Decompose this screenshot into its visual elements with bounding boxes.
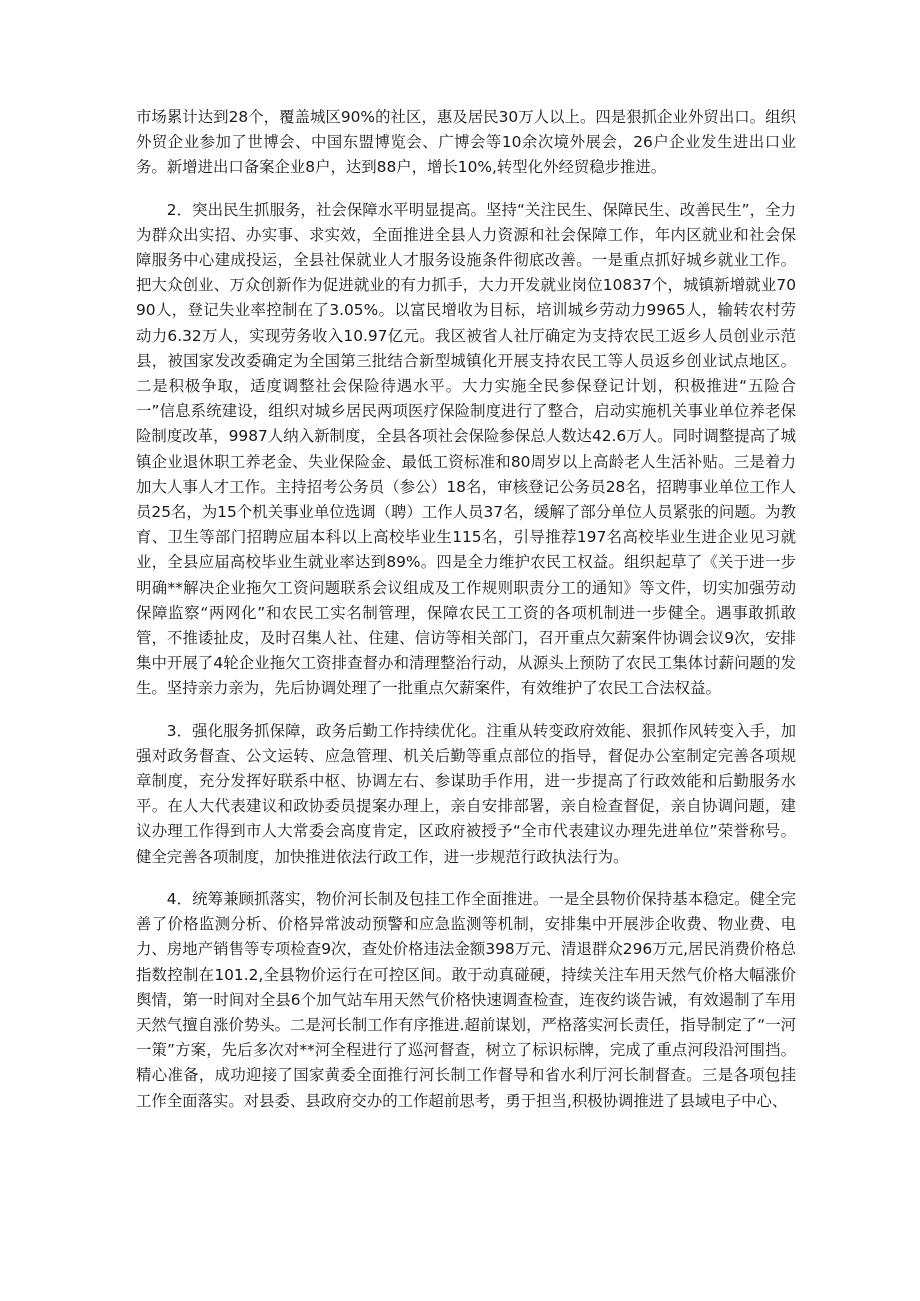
paragraph-text: 4．统筹兼顾抓落实，物价河长制及包挂工作全面推进。一是全县物价保持基本稳定。健全完善了价格监测分析、价格异常波动预警和应急监测等机制，安排集中开展涉企收费、物业费、电力、房地产销售等专项检查9次，查处价格违法金额398万元、清退群众296万元,居民消费价格总指数控制在101.2,全县物价运行在可控区间。敢于动真碰硬，持续关注车用天然气价格大幅涨价舆情，第一时间对全县6个加气站车用天然气价格快速调查检查，连夜约谈告诫，有效遏制了车用天然气擅自涨价势头。二是河长制工作有序推进.超前谋划，严格落实河长责任，指导制定了“一河一策”方案，先后多次对**河全程进行了巡河督查，树立了标识标牌，完成了重点河段沿河围挡。精心准备，成功迎接了国家黄委全面推行河长制工作督导和省水利厅河长制督查。三是各项包挂工作全面落实。对县委、县政府交办的工作超前思考，勇于担当,积极协调推进了县域电子中心、 bbox=[136, 889, 796, 1110]
paragraph-text: 3．强化服务抓保障，政务后勤工作持续优化。注重从转变政府效能、狠抓作风转变入手，加强对政务督查、公文运转、应急管理、机关后勤等重点部位的指导，督促办公室制定完善各项规章制度，充分发挥好联系中枢、协调左右、参谋助手作用，进一步提高了行政效能和后勤服务水平。在人大代表建议和政协委员提案办理上，亲自安排部署，亲自检查督促，亲自协调问题，建议办理工作得到市人大常委会高度肯定，区政府被授予“全市代表建议办理先进单位”荣誉称号。健全完善各项制度，加快推进依法行政工作，进一步规范行政执法行为。 bbox=[136, 721, 796, 866]
paragraph-text: 市场累计达到28个，覆盖城区90%的社区，惠及居民30万人以上。四是狠抓企业外贸出口。组织外贸企业参加了世博会、中国东盟博览会、广博会等10余次境外展会，26户企业发生进出口业务。新增进出口备案企业8户，达到88户，增长10%,转型化外经贸稳步推进。 bbox=[136, 108, 796, 177]
paragraph-text: 2．突出民生抓服务，社会保障水平明显提高。坚持“关注民生、保障民生、改善民生”，全力为群众出实招、办实事、求实效，全面推进全县人力资源和社会保障工作，年内区就业和社会保障服务中心建成投运，全县社保就业人才服务设施条件彻底改善。一是重点抓好城乡就业工作。把大众创业、万众创新作为促进就业的有力抓手，大力开发就业岗位10837个，城镇新增就业7090人，登记失业率控制在了3.05%。以富民增收为目标，培训城乡劳动力9965人，输转农村劳动力6.32万人，实现劳务收入10.97亿元。我区被省人社厅确定为支持农民工返乡人员创业示范县，被国家发改委确定为全国第三批结合新型城镇化开展支持农民工等人员返乡创业试点地区。二是积极争取，适度调整社会保险待遇水平。大力实施全民参保登记计划，积极推进“五险合一”信息系统建设，组织对城乡居民两项医疗保险制度进行了整合，启动实施机关事业单位养老保险制度改革，9987人纳入新制度，全县各项社会保险参保总人数达42.6万人。同时调整提高了城镇企业退休职工养老金、失业保险金、最低工资标准和80周岁以上高龄老人生活补贴。三是着力加大人事人才工作。主持招考公务员（参公）18名，审核登记公务员28名，招聘事业单位工作人员25名，为15个机关事业单位选调（聘）工作人员37名，缓解了部分单位人员紧张的问题。为教育、卫生等部门招聘应届本科以上高校毕业生115名，引导推荐197名高校毕业生进企业见习就业，全县应届高校毕业生就业率达到89%。四是全力维护农民工权益。组织起草了《关于进一步明确**解决企业拖欠工资问题联系会议组成及工作规则职责分工的通知》等文件，切实加强劳动保障监察“两网化”和农民工实名制管理，保障农民工工资的各项机制进一步健全。遇事敢抓敢管，不推诿扯皮，及时召集人社、住建、信访等相关部门，召开重点欠薪案件协调会议9次，安排集中开展了4轮企业拖欠工资排查督办和清理整治行动，从源头上预防了农民工集体讨薪问题的发生。坚持亲力亲为，先后协调处理了一批重点欠薪案件，有效维护了农民工合法权益。 bbox=[136, 200, 796, 698]
paragraph-price-river-chief bbox=[136, 887, 796, 1114]
paragraph-government-services bbox=[136, 719, 796, 870]
paragraph-trade-export bbox=[136, 105, 796, 181]
document-body bbox=[136, 105, 796, 1131]
paragraph-social-security bbox=[136, 198, 796, 702]
